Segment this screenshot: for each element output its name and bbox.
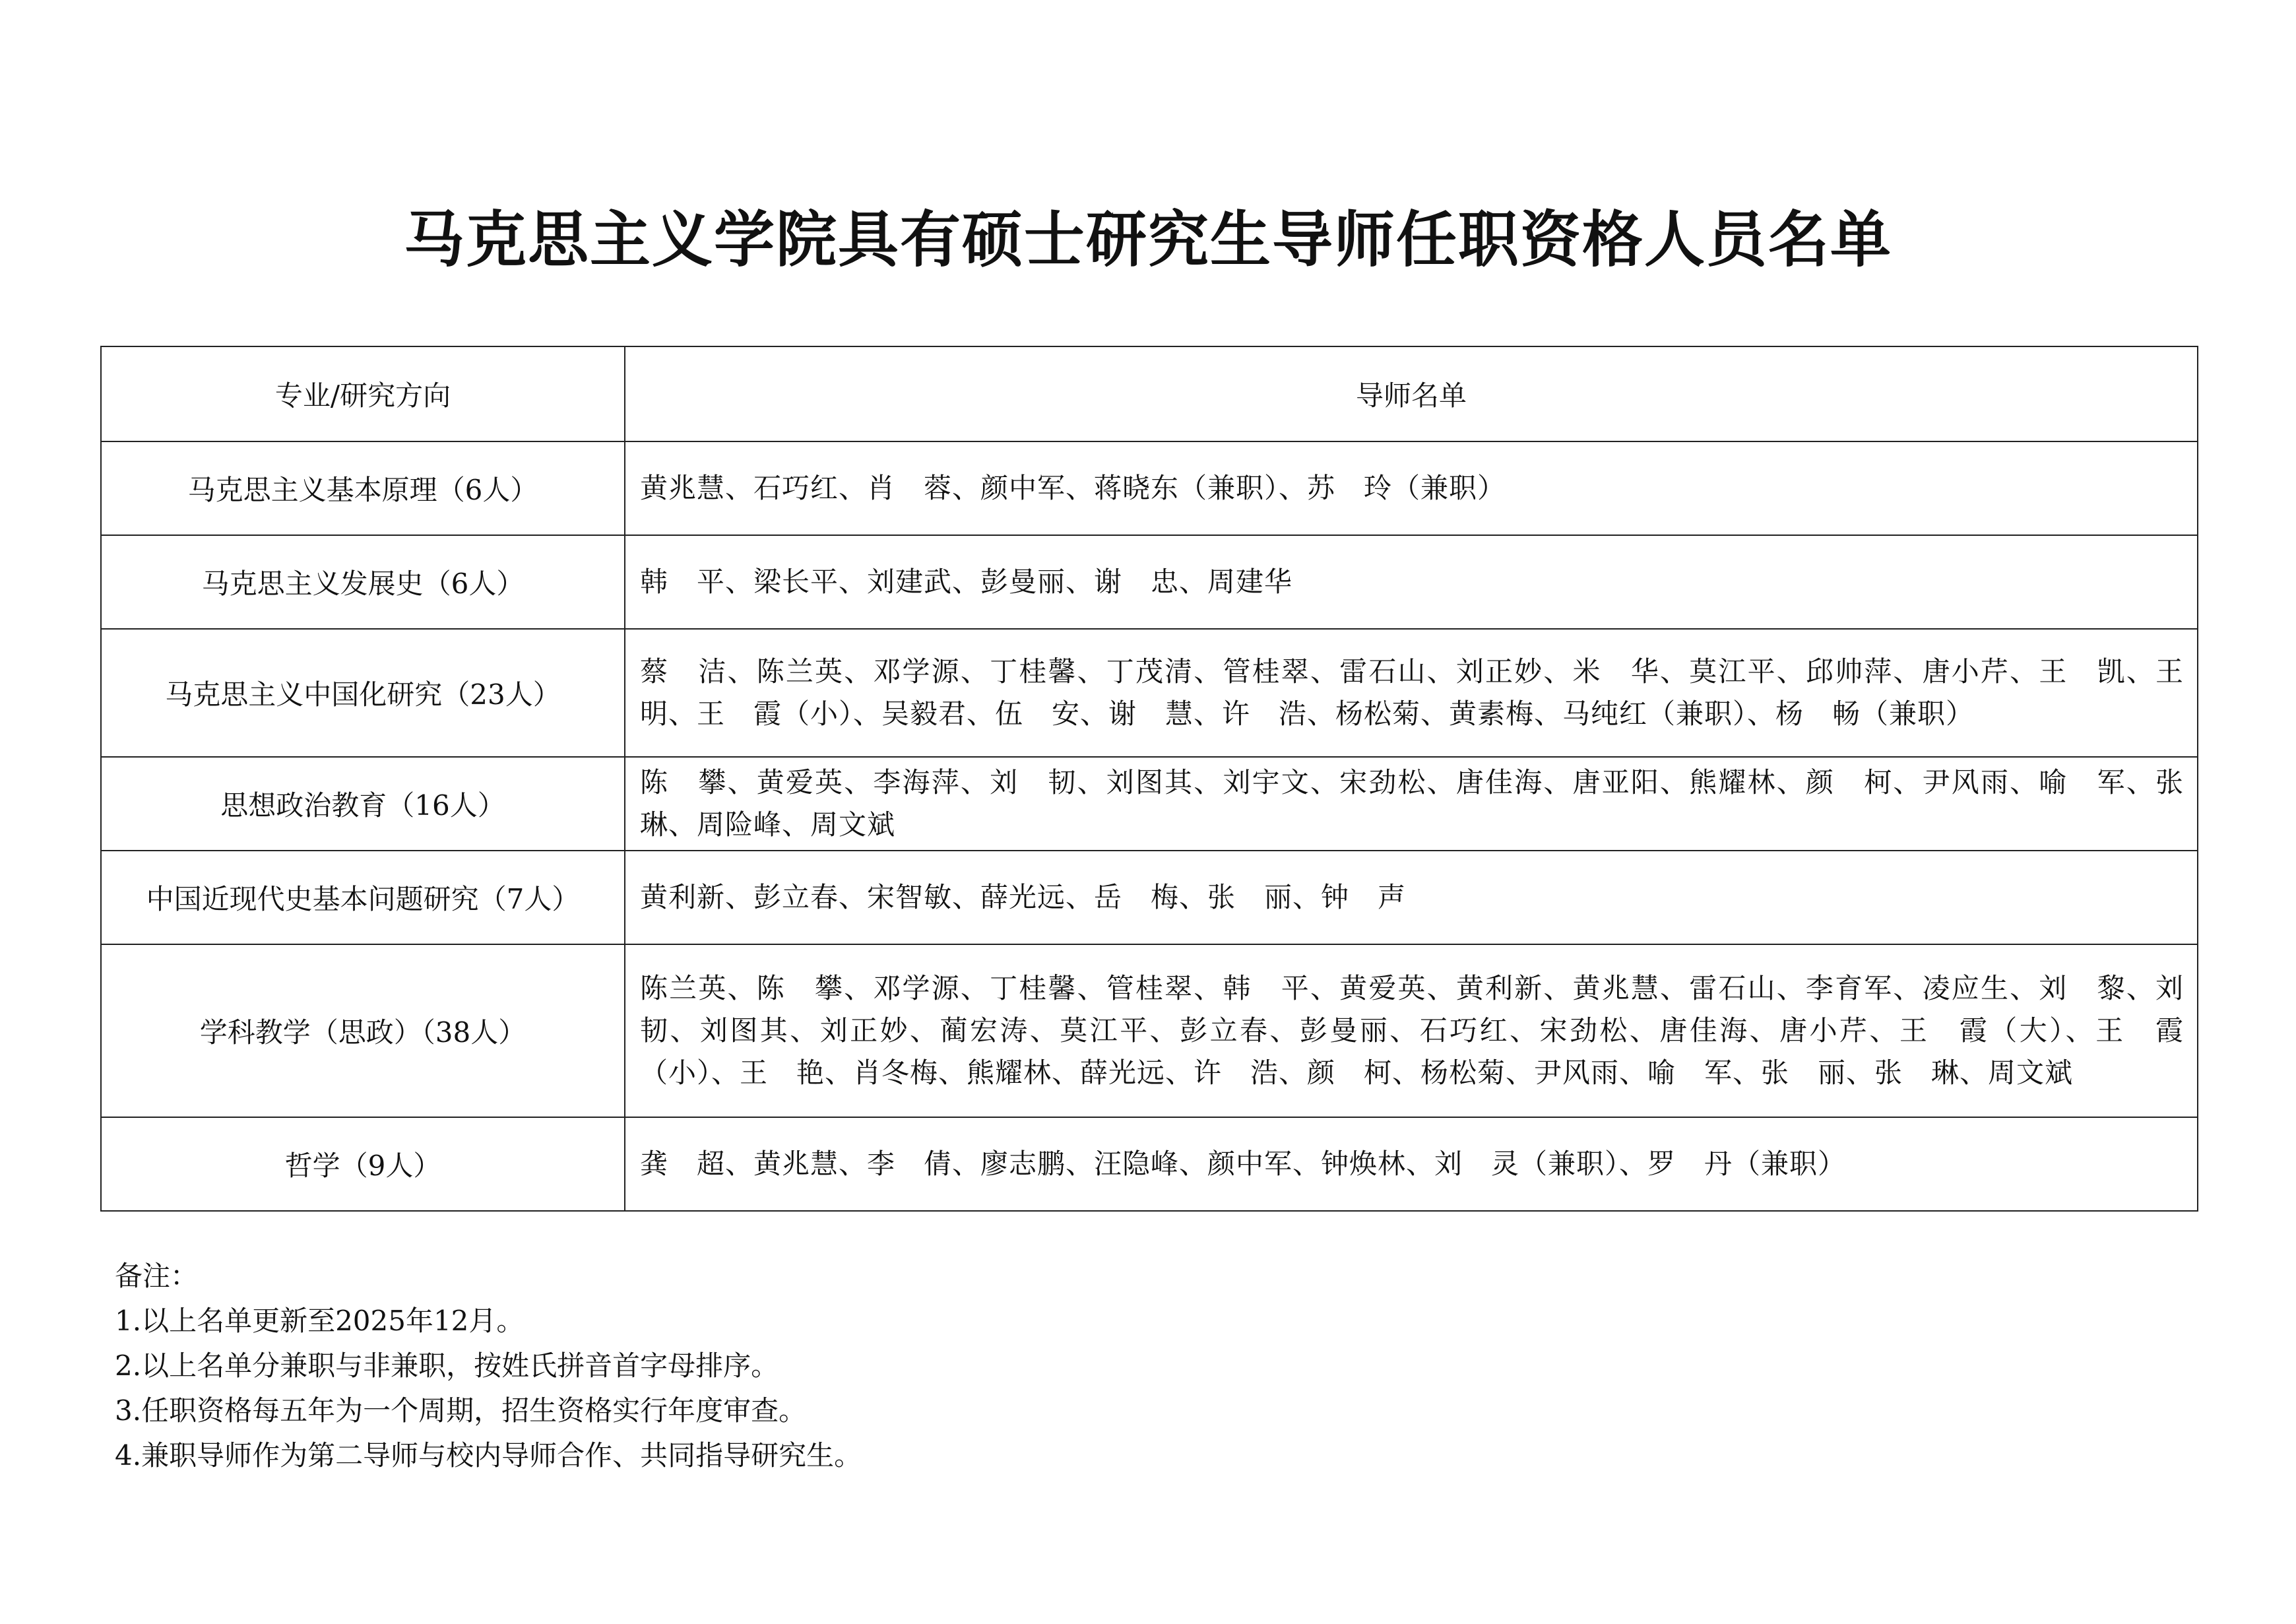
table-row [101,441,2198,535]
advisor-names-cell: 黄利新、彭立春、宋智敏、薛光远、岳 梅、张 丽、钟 声 [625,851,2198,944]
advisor-names-cell: 黄兆慧、石巧红、肖 蓉、颜中军、蒋晓东（兼职）、苏 玲（兼职） [625,441,2198,535]
major-cell: 马克思主义中国化研究（23人） [101,629,625,757]
table-row [101,757,2198,851]
note-item: 2.以上名单分兼职与非兼职，按姓氏拼音首字母排序。 [115,1349,779,1382]
header-major: 专业/研究方向 [101,346,625,441]
major-cell: 中国近现代史基本问题研究（7人） [101,851,625,944]
note-item: 1.以上名单更新至2025年12月。 [115,1305,525,1337]
advisor-names-cell: 陈 攀、黄爱英、李海萍、刘 韧、刘图其、刘宇文、宋劲松、唐佳海、唐亚阳、熊耀林、颜 柯、尹风雨、喻 军、张 琳、周险峰、周文斌 [625,757,2198,851]
notes-heading: 备注： [115,1260,199,1292]
major-cell: 学科教学（思政）（38人） [101,944,625,1117]
major-cell: 马克思主义发展史（6人） [101,535,625,629]
note-item: 4.兼职导师作为第二导师与校内导师合作、共同指导研究生。 [115,1439,862,1472]
note-item: 3.任职资格每五年为一个周期，招生资格实行年度审查。 [115,1394,807,1427]
table-row [101,944,2198,1117]
page-title: 马克思主义学院具有硕士研究生导师任职资格人员名单 [403,205,1892,275]
advisor-names-cell: 龚 超、黄兆慧、李 倩、廖志鹏、汪隐峰、颜中军、钟焕林、刘 灵（兼职）、罗 丹（兼职） [625,1117,2198,1211]
advisor-names-cell: 蔡 洁、陈兰英、邓学源、丁桂馨、丁茂清、管桂翠、雷石山、刘正妙、米 华、莫江平、邱帅萍、唐小芹、王 凯、王 明、王 霞（小）、吴毅君、伍 安、谢 慧、许 浩、杨松菊、黄素梅、马纯红（兼职）、杨 畅（兼职） [625,629,2198,757]
advisor-names-cell: 陈兰英、陈 攀、邓学源、丁桂馨、管桂翠、韩 平、黄爱英、黄利新、黄兆慧、雷石山、李育军、凌应生、刘 黎、刘 韧、刘图其、刘正妙、蔺宏涛、莫江平、彭立春、彭曼丽、石巧红、宋劲松、唐佳海、唐小芹、王 霞（大）、王 霞（小）、王 艳、肖冬梅、熊耀林、薛光远、许 浩、颜 柯、杨松菊、尹风雨、喻 军、张 丽、张 琳、周文斌 [625,944,2198,1117]
table-row [101,629,2198,757]
table-row [101,851,2198,944]
table-row [101,1117,2198,1211]
table-header-row [101,346,2198,441]
major-cell: 思想政治教育（16人） [101,757,625,851]
major-cell: 哲学（9人） [101,1117,625,1211]
advisor-table [100,346,2213,1212]
advisor-names-cell: 韩 平、梁长平、刘建武、彭曼丽、谢 忠、周建华 [625,535,2198,629]
table-row [101,535,2198,629]
major-cell: 马克思主义基本原理（6人） [101,441,625,535]
header-advisors: 导师名单 [625,346,2198,441]
notes-section [115,1254,862,1478]
